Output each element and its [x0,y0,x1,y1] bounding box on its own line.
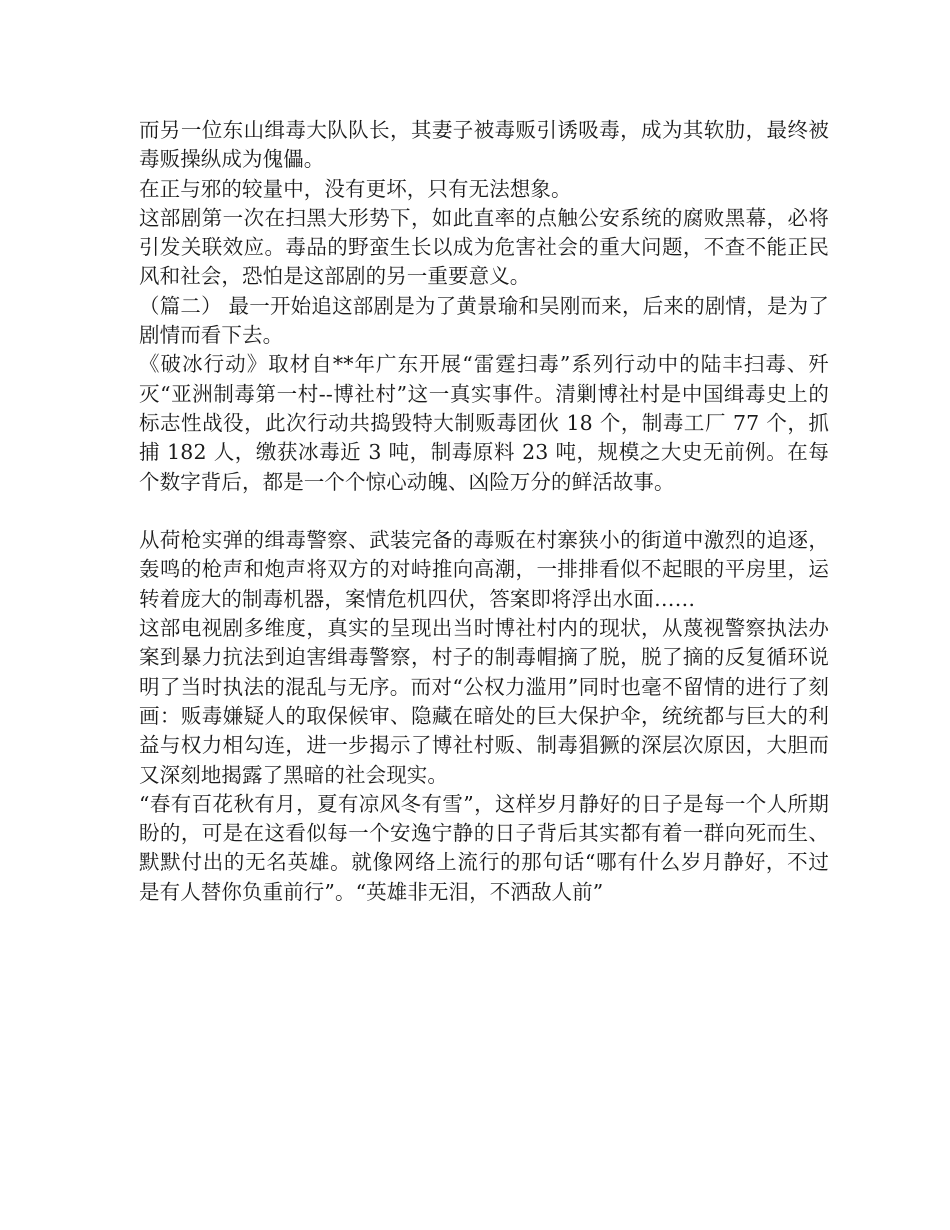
paragraph: 这部电视剧多维度，真实的呈现出当时博社村内的现状，从蔑视警察执法办案到暴力抗法到迫害缉毒警察，村子的制毒帽摘了脱，脱了摘的反复循环说明了当时执法的混乱与无序。而对“公权力滥用”同时也毫不留情的进行了刻画：贩毒嫌疑人的取保候审、隐藏在暗处的巨大保护伞，统统都与巨大的利益与权力相勾连，进一步揭示了博社村贩、制毒猖獗的深层次原因，大胆而又深刻地揭露了黑暗的社会现实。 [139,616,829,787]
paragraph: 这部剧第一次在扫黑大形势下，如此直率的点触公安系统的腐败黑幕，必将引发关联效应。毒品的野蛮生长以成为危害社会的重大问题，不查不能正民风和社会，恐怕是这部剧的另一重要意义。 [139,205,829,289]
paragraph: “春有百花秋有月，夏有凉风冬有雪”，这样岁月静好的日子是每一个人所期盼的，可是在这看似每一个安逸宁静的日子背后其实都有着一群向死而生、默默付出的无名英雄。就像网络上流行的那句话“哪有什么岁月静好，不过是有人替你负重前行”。“英雄非无泪，不洒敌人前” [139,791,829,904]
paragraph: （篇二） 最一开始追这部剧是为了黄景瑜和吴刚而来，后来的剧情，是为了剧情而看下去。 [139,293,829,348]
document-body [139,116,829,907]
blank-line [139,497,829,526]
paragraph: 从荷枪实弹的缉毒警察、武装完备的毒贩在村寨狭小的街道中激烈的追逐，轰鸣的枪声和炮声将双方的对峙推向高潮，一排排看似不起眼的平房里，运转着庞大的制毒机器，案情危机四伏，答案即将浮出水面…… [139,528,829,611]
paragraph: 《破冰行动》取材自**年广东开展“雷霆扫毒”系列行动中的陆丰扫毒、歼灭“亚洲制毒第一村--博社村”这一真实事件。清剿博社村是中国缉毒史上的标志性战役，此次行动共捣毁特大制贩毒团伙 18 个，制毒工厂 77 个，抓捕 182 人，缴获冰毒近 3 吨，制毒原料 23 吨，规模之大史无前例。在每个数字背后，都是一个个惊心动魄、凶险万分的鲜活故事。 [139,352,829,494]
paragraph: 在正与邪的较量中，没有更坏，只有无法想象。 [139,176,572,201]
paragraph: 而另一位东山缉毒大队队长，其妻子被毒贩引诱吸毒，成为其软肋，最终被毒贩操纵成为傀儡。 [139,118,829,172]
